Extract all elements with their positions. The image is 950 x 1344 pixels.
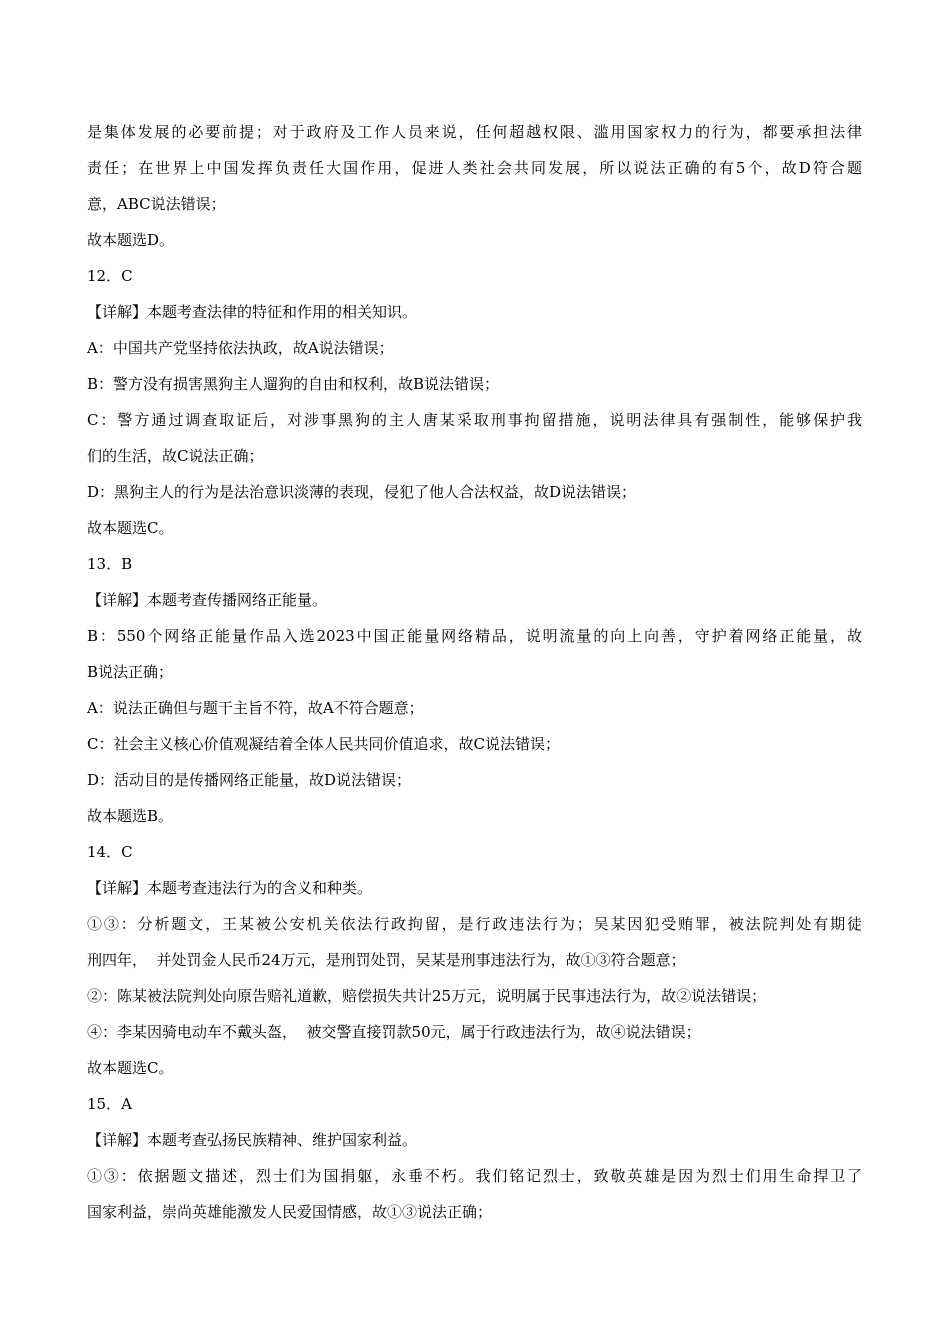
answer-conclusion: 故本题选C。 xyxy=(87,519,174,537)
option-analysis: D：活动目的是传播网络正能量，故D说法错误； xyxy=(87,771,412,789)
option-analysis: A：说法正确但与题干主旨不符，故A不符合题意； xyxy=(87,699,424,717)
answer-conclusion: 故本题选B。 xyxy=(87,807,174,825)
option-analysis: C：社会主义核心价值观凝结着全体人民共同价值追求，故C说法错误； xyxy=(87,735,560,753)
option-analysis: A：中国共产党坚持依法执政，故A说法错误； xyxy=(87,339,394,357)
option-analysis: 刑四年， 并处罚金人民币24万元，是刑罚处罚，吴某是刑事违法行为，故①③符合题意； xyxy=(87,951,686,969)
explanation-heading: 【详解】本题考查违法行为的含义和种类。 xyxy=(87,879,373,897)
answer-conclusion: 故本题选D。 xyxy=(87,231,175,249)
option-analysis: 们的生活，故C说法正确； xyxy=(87,447,264,465)
option-analysis: ④：李某因骑电动车不戴头盔， 被交警直接罚款50元，属于行政违法行为，故④说法错误； xyxy=(87,1023,701,1041)
option-analysis: ②：陈某被法院判处向原告赔礼道歉，赔偿损失共计25万元，说明属于民事违法行为，故②说法错误； xyxy=(87,987,767,1005)
question-number: 13．B xyxy=(87,555,133,573)
option-analysis: B说法正确； xyxy=(87,663,174,681)
explanation-heading: 【详解】本题考查传播网络正能量。 xyxy=(87,591,328,609)
question-number: 15．A xyxy=(87,1095,132,1113)
answer-conclusion: 故本题选C。 xyxy=(87,1059,174,1077)
document-page xyxy=(87,114,862,1230)
text-line: 是集体发展的必要前提；对于政府及工作人员来说，任何超越权限、滥用国家权力的行为，都要承担法律 xyxy=(87,123,862,141)
option-analysis: D：黑狗主人的行为是法治意识淡薄的表现，侵犯了他人合法权益，故D说法错误； xyxy=(87,483,637,501)
option-analysis: ①③：分析题文，王某被公安机关依法行政拘留，是行政违法行为；吴某因犯受贿罪，被法院判处有期徒 xyxy=(87,915,862,933)
option-analysis: 国家利益，崇尚英雄能激发人民爱国情感，故①③说法正确； xyxy=(87,1203,493,1221)
option-analysis: ①③：依据题文描述，烈士们为国捐躯，永垂不朽。我们铭记烈士，致敬英雄是因为烈士们用生命捍卫了 xyxy=(87,1167,862,1185)
option-analysis: C：警方通过调查取证后，对涉事黑狗的主人唐某采取刑事拘留措施，说明法律具有强制性，能够保护我 xyxy=(87,411,862,429)
option-analysis: B：550个网络正能量作品入选2023中国正能量网络精品，说明流量的向上向善，守护着网络正能量，故 xyxy=(87,627,862,645)
explanation-heading: 【详解】本题考查弘扬民族精神、维护国家利益。 xyxy=(87,1131,418,1149)
text-line: 责任；在世界上中国发挥负责任大国作用，促进人类社会共同发展，所以说法正确的有5个，故D符合题 xyxy=(87,159,862,177)
question-number: 14．C xyxy=(87,843,133,861)
question-number: 12．C xyxy=(87,267,133,285)
option-analysis: B：警方没有损害黑狗主人遛狗的自由和权利，故B说法错误； xyxy=(87,375,500,393)
text-line: 意，ABC说法错误； xyxy=(87,195,226,213)
explanation-heading: 【详解】本题考查法律的特征和作用的相关知识。 xyxy=(87,303,418,321)
